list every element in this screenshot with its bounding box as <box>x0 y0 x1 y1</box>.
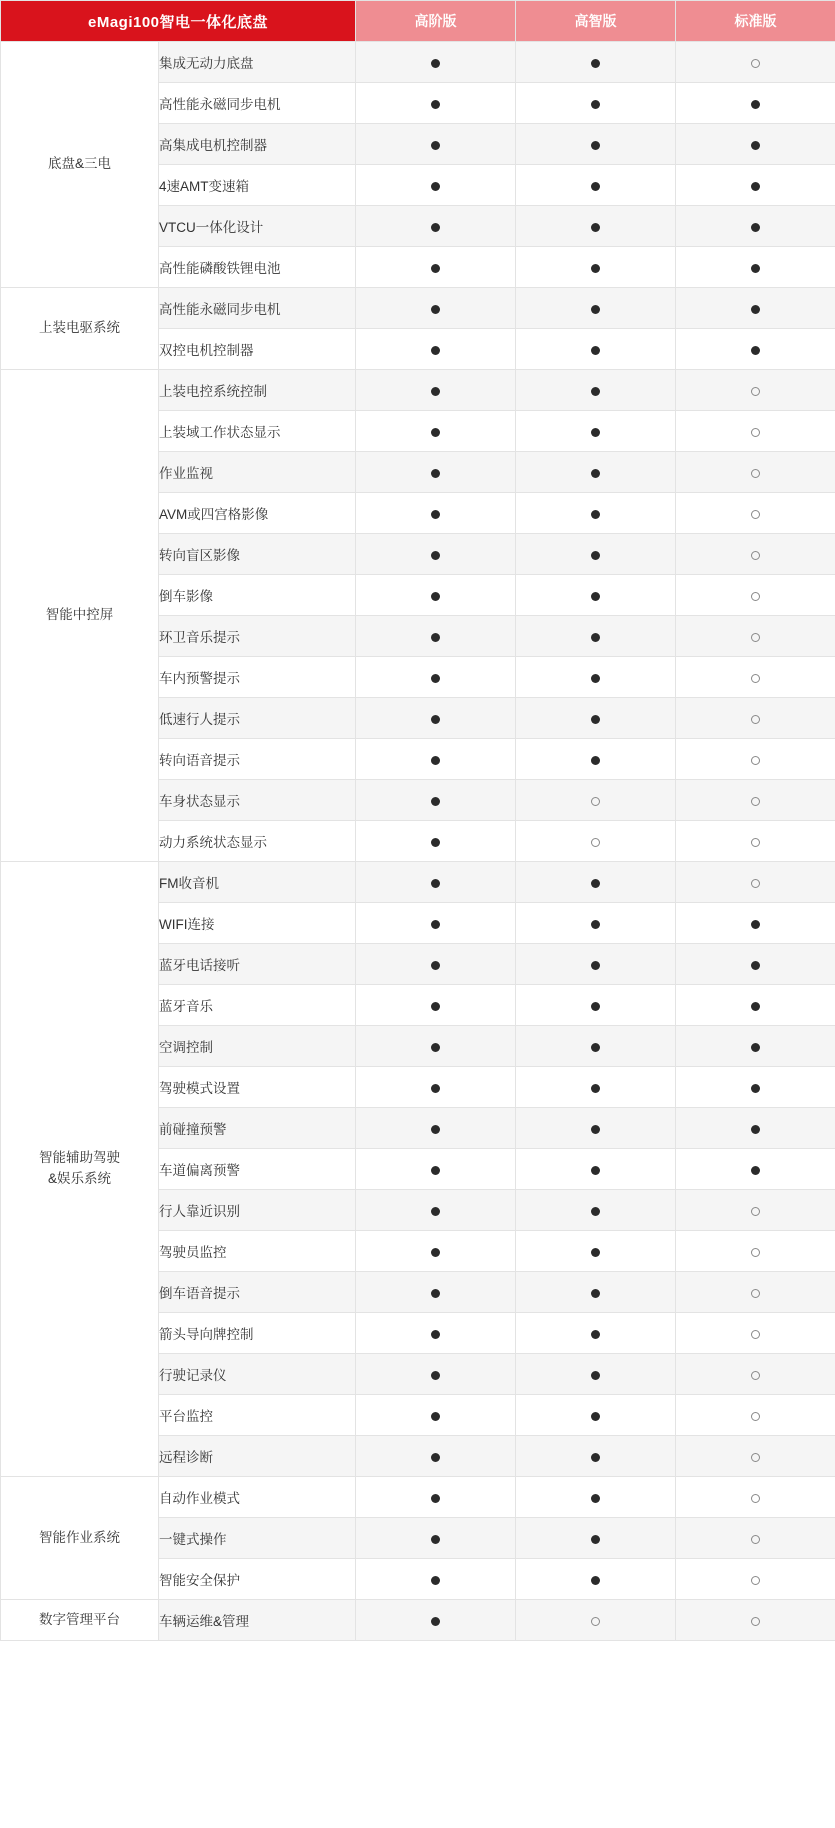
category-cell: 智能辅助驾驶 &娱乐系统 <box>1 862 159 1477</box>
feature-name-cell: 平台监控 <box>159 1395 356 1436</box>
availability-cell <box>676 206 835 247</box>
filled-dot-icon <box>431 1043 440 1052</box>
hollow-dot-icon <box>751 1535 760 1544</box>
filled-dot-icon <box>591 1125 600 1134</box>
feature-name-cell: VTCU一体化设计 <box>159 206 356 247</box>
hollow-dot-icon <box>751 1207 760 1216</box>
hollow-dot-icon <box>751 838 760 847</box>
availability-cell <box>356 165 516 206</box>
availability-cell <box>356 903 516 944</box>
availability-cell <box>516 329 676 370</box>
hollow-dot-icon <box>751 674 760 683</box>
availability-cell <box>356 493 516 534</box>
availability-cell <box>356 1436 516 1477</box>
filled-dot-icon <box>431 1371 440 1380</box>
availability-cell <box>516 944 676 985</box>
availability-cell <box>356 1149 516 1190</box>
filled-dot-icon <box>591 305 600 314</box>
availability-cell <box>516 1436 676 1477</box>
hollow-dot-icon <box>751 715 760 724</box>
feature-name-cell: 蓝牙电话接听 <box>159 944 356 985</box>
availability-cell <box>356 1600 516 1641</box>
filled-dot-icon <box>751 264 760 273</box>
feature-name-cell: 车道偏离预警 <box>159 1149 356 1190</box>
availability-cell <box>676 1272 835 1313</box>
filled-dot-icon <box>751 100 760 109</box>
feature-name-cell: 行人靠近识别 <box>159 1190 356 1231</box>
filled-dot-icon <box>591 100 600 109</box>
hollow-dot-icon <box>751 1412 760 1421</box>
availability-cell <box>676 247 835 288</box>
filled-dot-icon <box>591 346 600 355</box>
availability-cell <box>516 1067 676 1108</box>
availability-cell <box>676 616 835 657</box>
filled-dot-icon <box>591 428 600 437</box>
availability-cell <box>356 944 516 985</box>
availability-cell <box>676 534 835 575</box>
availability-cell <box>356 370 516 411</box>
hollow-dot-icon <box>751 1330 760 1339</box>
filled-dot-icon <box>751 305 760 314</box>
table-row <box>1 288 835 329</box>
filled-dot-icon <box>751 182 760 191</box>
availability-cell <box>676 1313 835 1354</box>
filled-dot-icon <box>591 469 600 478</box>
availability-cell <box>676 739 835 780</box>
filled-dot-icon <box>591 1371 600 1380</box>
availability-cell <box>676 903 835 944</box>
feature-name-cell: 自动作业模式 <box>159 1477 356 1518</box>
filled-dot-icon <box>431 1125 440 1134</box>
filled-dot-icon <box>431 510 440 519</box>
filled-dot-icon <box>591 1207 600 1216</box>
availability-cell <box>676 1108 835 1149</box>
availability-cell <box>676 1559 835 1600</box>
filled-dot-icon <box>591 756 600 765</box>
availability-cell <box>676 985 835 1026</box>
feature-name-cell: 智能安全保护 <box>159 1559 356 1600</box>
category-cell: 数字管理平台 <box>1 1600 159 1641</box>
feature-name-cell: 一键式操作 <box>159 1518 356 1559</box>
filled-dot-icon <box>431 264 440 273</box>
filled-dot-icon <box>591 920 600 929</box>
availability-cell <box>516 862 676 903</box>
feature-name-cell: 驾驶员监控 <box>159 1231 356 1272</box>
filled-dot-icon <box>431 797 440 806</box>
availability-cell <box>356 1067 516 1108</box>
feature-name-cell: 前碰撞预警 <box>159 1108 356 1149</box>
availability-cell <box>356 657 516 698</box>
feature-name-cell: 双控电机控制器 <box>159 329 356 370</box>
availability-cell <box>676 1026 835 1067</box>
feature-name-cell: 上装域工作状态显示 <box>159 411 356 452</box>
feature-name-cell: 高性能永磁同步电机 <box>159 288 356 329</box>
hollow-dot-icon <box>751 756 760 765</box>
filled-dot-icon <box>591 141 600 150</box>
filled-dot-icon <box>431 674 440 683</box>
filled-dot-icon <box>431 1494 440 1503</box>
availability-cell <box>356 206 516 247</box>
availability-cell <box>516 1026 676 1067</box>
filled-dot-icon <box>751 1084 760 1093</box>
filled-dot-icon <box>431 715 440 724</box>
availability-cell <box>516 1559 676 1600</box>
filled-dot-icon <box>431 100 440 109</box>
hollow-dot-icon <box>751 1617 760 1626</box>
table-header-row <box>1 1 835 42</box>
filled-dot-icon <box>431 469 440 478</box>
hollow-dot-icon <box>751 59 760 68</box>
availability-cell <box>516 42 676 83</box>
filled-dot-icon <box>591 387 600 396</box>
feature-name-cell: FM收音机 <box>159 862 356 903</box>
column-header-trim-2: 高智版 <box>516 1 676 42</box>
filled-dot-icon <box>431 1084 440 1093</box>
hollow-dot-icon <box>751 879 760 888</box>
table-row <box>1 862 835 903</box>
availability-cell <box>516 657 676 698</box>
filled-dot-icon <box>591 1002 600 1011</box>
hollow-dot-icon <box>591 1617 600 1626</box>
availability-cell <box>356 534 516 575</box>
availability-cell <box>356 411 516 452</box>
availability-cell <box>676 821 835 862</box>
availability-cell <box>516 1600 676 1641</box>
filled-dot-icon <box>591 961 600 970</box>
filled-dot-icon <box>751 1043 760 1052</box>
availability-cell <box>356 821 516 862</box>
hollow-dot-icon <box>751 1371 760 1380</box>
availability-cell <box>356 1108 516 1149</box>
filled-dot-icon <box>431 1617 440 1626</box>
availability-cell <box>676 42 835 83</box>
filled-dot-icon <box>751 346 760 355</box>
feature-name-cell: 车辆运维&管理 <box>159 1600 356 1641</box>
availability-cell <box>676 411 835 452</box>
filled-dot-icon <box>431 1002 440 1011</box>
availability-cell <box>516 698 676 739</box>
availability-cell <box>676 780 835 821</box>
feature-name-cell: 空调控制 <box>159 1026 356 1067</box>
availability-cell <box>516 985 676 1026</box>
availability-cell <box>516 739 676 780</box>
availability-cell <box>516 206 676 247</box>
filled-dot-icon <box>751 141 760 150</box>
filled-dot-icon <box>431 961 440 970</box>
filled-dot-icon <box>591 59 600 68</box>
feature-name-cell: 4速AMT变速箱 <box>159 165 356 206</box>
filled-dot-icon <box>431 1207 440 1216</box>
availability-cell <box>356 83 516 124</box>
feature-name-cell: 作业监视 <box>159 452 356 493</box>
filled-dot-icon <box>591 1248 600 1257</box>
table-row <box>1 1600 835 1641</box>
table-title: eMagi100智电一体化底盘 <box>1 1 356 42</box>
availability-cell <box>676 370 835 411</box>
hollow-dot-icon <box>751 1248 760 1257</box>
feature-name-cell: 蓝牙音乐 <box>159 985 356 1026</box>
filled-dot-icon <box>431 633 440 642</box>
feature-name-cell: 驾驶模式设置 <box>159 1067 356 1108</box>
category-cell: 上装电驱系统 <box>1 288 159 370</box>
feature-name-cell: 倒车语音提示 <box>159 1272 356 1313</box>
hollow-dot-icon <box>751 1289 760 1298</box>
hollow-dot-icon <box>751 1576 760 1585</box>
filled-dot-icon <box>591 674 600 683</box>
availability-cell <box>356 616 516 657</box>
availability-cell <box>516 534 676 575</box>
availability-cell <box>356 1518 516 1559</box>
column-header-trim-1: 高阶版 <box>356 1 516 42</box>
feature-name-cell: 高性能磷酸铁锂电池 <box>159 247 356 288</box>
hollow-dot-icon <box>751 797 760 806</box>
availability-cell <box>516 411 676 452</box>
filled-dot-icon <box>591 1043 600 1052</box>
filled-dot-icon <box>431 1453 440 1462</box>
filled-dot-icon <box>431 756 440 765</box>
filled-dot-icon <box>431 428 440 437</box>
feature-name-cell: 箭头导向牌控制 <box>159 1313 356 1354</box>
filled-dot-icon <box>431 1576 440 1585</box>
availability-cell <box>356 780 516 821</box>
availability-cell <box>356 1477 516 1518</box>
availability-cell <box>516 83 676 124</box>
availability-cell <box>516 1190 676 1231</box>
availability-cell <box>676 1190 835 1231</box>
hollow-dot-icon <box>591 838 600 847</box>
availability-cell <box>356 124 516 165</box>
availability-cell <box>676 452 835 493</box>
availability-cell <box>356 1395 516 1436</box>
feature-name-cell: 车身状态显示 <box>159 780 356 821</box>
availability-cell <box>516 780 676 821</box>
availability-cell <box>676 657 835 698</box>
filled-dot-icon <box>431 141 440 150</box>
availability-cell <box>356 1272 516 1313</box>
availability-cell <box>676 288 835 329</box>
hollow-dot-icon <box>751 510 760 519</box>
filled-dot-icon <box>591 1330 600 1339</box>
availability-cell <box>356 862 516 903</box>
availability-cell <box>676 329 835 370</box>
availability-cell <box>516 616 676 657</box>
feature-name-cell: 动力系统状态显示 <box>159 821 356 862</box>
availability-cell <box>676 1354 835 1395</box>
filled-dot-icon <box>591 633 600 642</box>
filled-dot-icon <box>751 1166 760 1175</box>
hollow-dot-icon <box>591 797 600 806</box>
filled-dot-icon <box>591 879 600 888</box>
feature-name-cell: 集成无动力底盘 <box>159 42 356 83</box>
feature-name-cell: 高性能永磁同步电机 <box>159 83 356 124</box>
availability-cell <box>356 739 516 780</box>
feature-name-cell: WIFI连接 <box>159 903 356 944</box>
availability-cell <box>356 1190 516 1231</box>
filled-dot-icon <box>591 264 600 273</box>
availability-cell <box>516 288 676 329</box>
table-body <box>1 42 835 1641</box>
availability-cell <box>516 903 676 944</box>
category-cell: 智能作业系统 <box>1 1477 159 1600</box>
filled-dot-icon <box>591 182 600 191</box>
availability-cell <box>676 1149 835 1190</box>
filled-dot-icon <box>591 1084 600 1093</box>
filled-dot-icon <box>591 1494 600 1503</box>
filled-dot-icon <box>431 838 440 847</box>
filled-dot-icon <box>431 1535 440 1544</box>
availability-cell <box>356 1354 516 1395</box>
availability-cell <box>516 1231 676 1272</box>
availability-cell <box>356 575 516 616</box>
availability-cell <box>676 1067 835 1108</box>
availability-cell <box>516 452 676 493</box>
filled-dot-icon <box>591 1576 600 1585</box>
availability-cell <box>676 1436 835 1477</box>
filled-dot-icon <box>591 1535 600 1544</box>
availability-cell <box>516 247 676 288</box>
filled-dot-icon <box>591 715 600 724</box>
filled-dot-icon <box>591 223 600 232</box>
hollow-dot-icon <box>751 1453 760 1462</box>
filled-dot-icon <box>751 961 760 970</box>
availability-cell <box>676 575 835 616</box>
availability-cell <box>676 83 835 124</box>
filled-dot-icon <box>431 387 440 396</box>
availability-cell <box>516 1108 676 1149</box>
hollow-dot-icon <box>751 592 760 601</box>
feature-name-cell: 高集成电机控制器 <box>159 124 356 165</box>
availability-cell <box>676 862 835 903</box>
availability-cell <box>356 247 516 288</box>
availability-cell <box>676 493 835 534</box>
availability-cell <box>516 1354 676 1395</box>
table-row <box>1 42 835 83</box>
filled-dot-icon <box>591 1453 600 1462</box>
feature-name-cell: 行驶记录仪 <box>159 1354 356 1395</box>
filled-dot-icon <box>591 551 600 560</box>
availability-cell <box>516 575 676 616</box>
availability-cell <box>676 1231 835 1272</box>
filled-dot-icon <box>751 1002 760 1011</box>
filled-dot-icon <box>431 1248 440 1257</box>
availability-cell <box>516 1518 676 1559</box>
availability-cell <box>356 452 516 493</box>
availability-cell <box>516 370 676 411</box>
filled-dot-icon <box>591 592 600 601</box>
availability-cell <box>356 329 516 370</box>
availability-cell <box>676 698 835 739</box>
filled-dot-icon <box>431 551 440 560</box>
column-header-trim-3: 标准版 <box>676 1 835 42</box>
filled-dot-icon <box>431 1166 440 1175</box>
filled-dot-icon <box>591 1289 600 1298</box>
feature-name-cell: 转向语音提示 <box>159 739 356 780</box>
availability-cell <box>356 698 516 739</box>
filled-dot-icon <box>431 59 440 68</box>
filled-dot-icon <box>591 510 600 519</box>
hollow-dot-icon <box>751 428 760 437</box>
filled-dot-icon <box>751 920 760 929</box>
availability-cell <box>356 1313 516 1354</box>
filled-dot-icon <box>431 1412 440 1421</box>
category-cell: 底盘&三电 <box>1 42 159 288</box>
hollow-dot-icon <box>751 387 760 396</box>
filled-dot-icon <box>751 1125 760 1134</box>
filled-dot-icon <box>751 223 760 232</box>
availability-cell <box>516 1313 676 1354</box>
filled-dot-icon <box>431 920 440 929</box>
availability-cell <box>516 821 676 862</box>
availability-cell <box>356 1026 516 1067</box>
filled-dot-icon <box>591 1166 600 1175</box>
feature-name-cell: 环卫音乐提示 <box>159 616 356 657</box>
availability-cell <box>516 1395 676 1436</box>
availability-cell <box>676 944 835 985</box>
availability-cell <box>676 1600 835 1641</box>
table-row <box>1 1477 835 1518</box>
filled-dot-icon <box>431 346 440 355</box>
availability-cell <box>356 1231 516 1272</box>
feature-name-cell: 上装电控系统控制 <box>159 370 356 411</box>
availability-cell <box>516 1149 676 1190</box>
feature-name-cell: 车内预警提示 <box>159 657 356 698</box>
availability-cell <box>356 985 516 1026</box>
feature-name-cell: 远程诊断 <box>159 1436 356 1477</box>
availability-cell <box>356 42 516 83</box>
availability-cell <box>676 1518 835 1559</box>
availability-cell <box>516 165 676 206</box>
filled-dot-icon <box>431 182 440 191</box>
availability-cell <box>676 1477 835 1518</box>
availability-cell <box>676 1395 835 1436</box>
availability-cell <box>676 165 835 206</box>
availability-cell <box>516 493 676 534</box>
filled-dot-icon <box>431 1289 440 1298</box>
filled-dot-icon <box>431 1330 440 1339</box>
filled-dot-icon <box>431 879 440 888</box>
hollow-dot-icon <box>751 469 760 478</box>
feature-name-cell: 倒车影像 <box>159 575 356 616</box>
feature-name-cell: AVM或四宫格影像 <box>159 493 356 534</box>
hollow-dot-icon <box>751 1494 760 1503</box>
availability-cell <box>676 124 835 165</box>
table-row <box>1 370 835 411</box>
hollow-dot-icon <box>751 633 760 642</box>
category-cell: 智能中控屏 <box>1 370 159 862</box>
filled-dot-icon <box>591 1412 600 1421</box>
availability-cell <box>356 288 516 329</box>
feature-name-cell: 转向盲区影像 <box>159 534 356 575</box>
availability-cell <box>516 1477 676 1518</box>
feature-name-cell: 低速行人提示 <box>159 698 356 739</box>
filled-dot-icon <box>431 305 440 314</box>
filled-dot-icon <box>431 223 440 232</box>
filled-dot-icon <box>431 592 440 601</box>
hollow-dot-icon <box>751 551 760 560</box>
availability-cell <box>356 1559 516 1600</box>
availability-cell <box>516 1272 676 1313</box>
availability-cell <box>516 124 676 165</box>
